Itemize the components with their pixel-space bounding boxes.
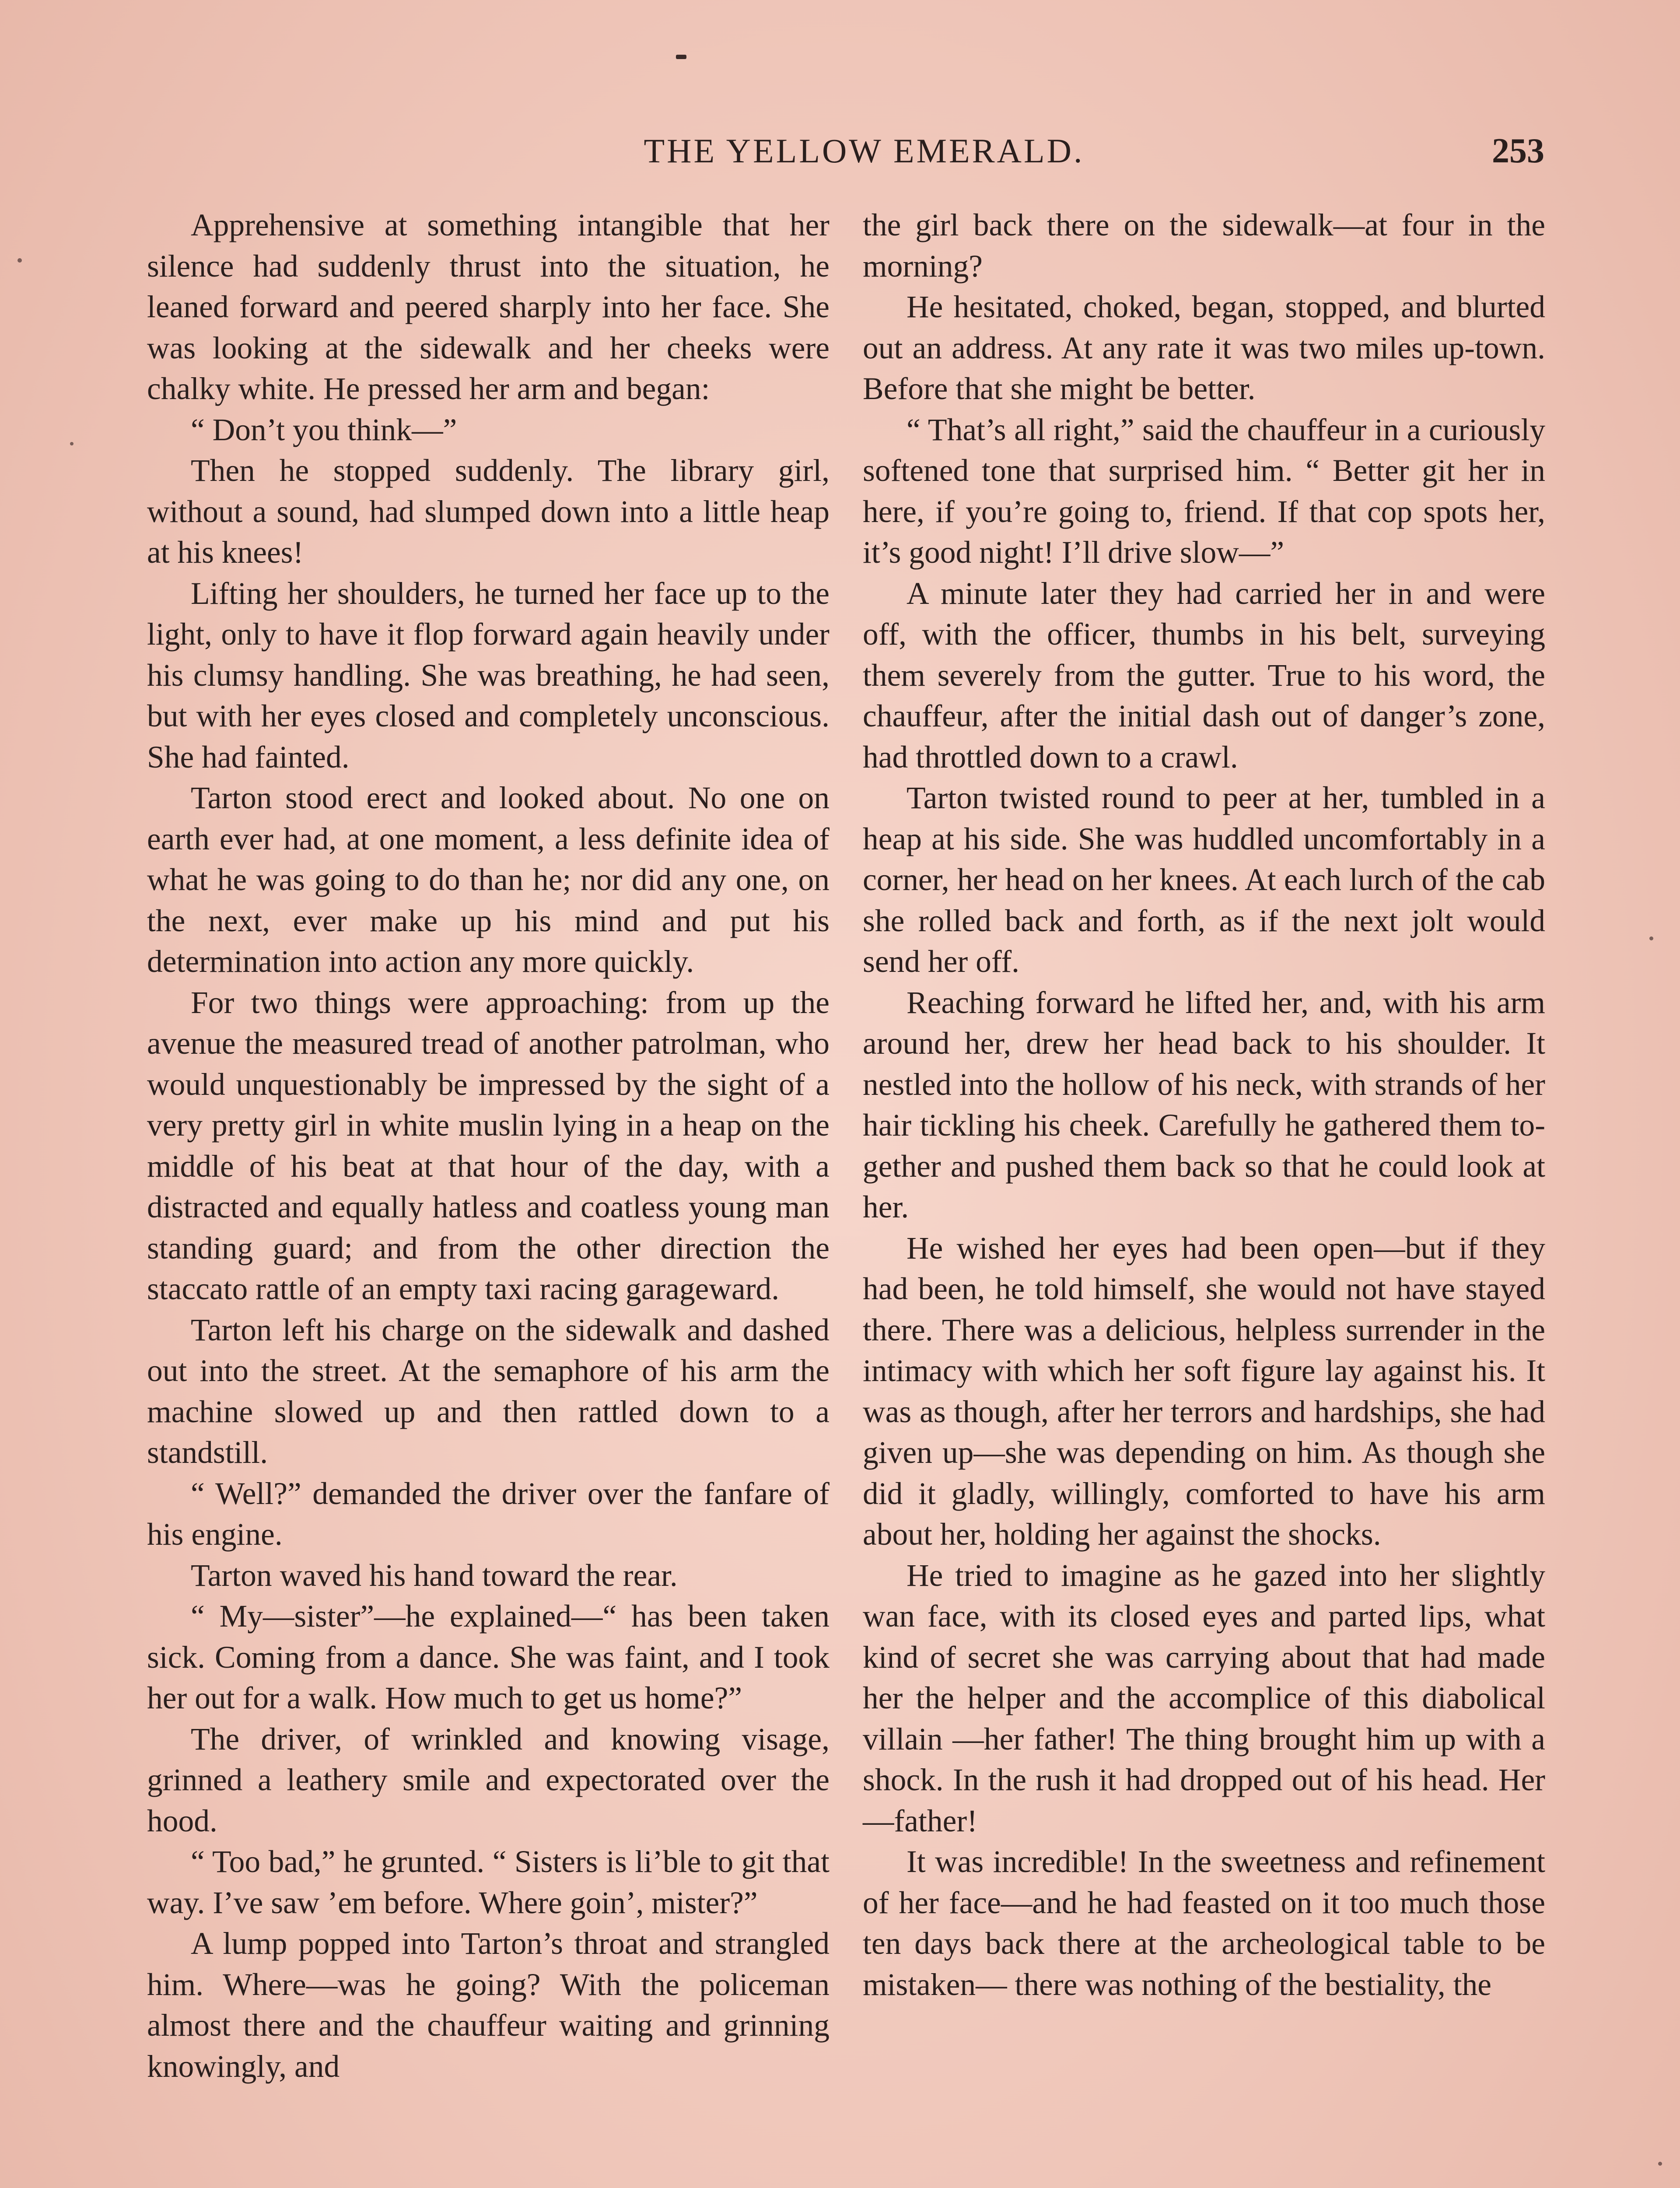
paragraph: He tried to imagine as he gazed into her slightly wan face, with its closed eyes and parted lips, what kind of secret she was carrying about that had made her the helper and the accomplice of this diabolical villain —her father! The thing brought him up with a shock. In the rush it had dropped out of his head. Her—father! — [863, 1558, 1545, 1838]
paragraph: “ Too bad,” he grunted. “ Sisters is li’ble to git that way. I’ve saw ’em before. Where goin’, mister?” — [147, 1844, 830, 1920]
paragraph: Reaching forward he lifted her, and, with his arm around her, drew her head back to his shoulder. It nestled into the hollow of his neck, with strands of her hair tickling his cheek. Carefully he gathered them together and pushed them back so that he could look at her. — [863, 985, 1545, 1224]
paragraph: Tarton stood erect and looked about. No one on earth ever had, at one moment, a less definite idea of what he was going to do than he; nor did any one, on the next, ever make up his mind and put his determination into action any more quickly. — [147, 781, 830, 979]
paragraph: “ That’s all right,” said the chauffeur in a curiously softened tone that surprised him. “ Better git her in here, if you’re going to, friend. If that cop spots her, it’s good night! I’ll drive slow—” — [863, 412, 1545, 570]
paragraph: “ My—sister”—he explained—“ has been taken sick. Coming from a dance. She was faint, and I took her out for a walk. How much to get us home?” — [147, 1599, 830, 1715]
paragraph: The driver, of wrinkled and knowing visage, grinned a leathery smile and expectorated over the hood. — [147, 1722, 830, 1838]
paragraph: A lump popped into Tarton’s throat and strangled him. Where—was he going? With the policeman almost there and the chauffeur waiting and grinning knowingly, and — [147, 1926, 830, 2084]
running-title: THE YELLOW EMERALD. — [644, 132, 1085, 170]
paragraph: Lifting her shoulders, he turned her face up to the light, only to have it flop forward again heavily under his clumsy handling. She was breathing, he had seen, but with her eyes closed and completely unconscious. She had fainted. — [147, 576, 830, 775]
paragraph: He hesitated, choked, began, stopped, and blurted out an address. At any rate it was two miles up-town. Before that she might be better. — [863, 290, 1545, 406]
page-header — [144, 127, 1544, 179]
page-number: 253 — [1492, 132, 1544, 170]
left-column — [147, 205, 830, 2087]
paragraph-continued: the girl back there on the sidewalk—at four in the morning? — [863, 208, 1545, 284]
paragraph: A minute later they had carried her in and were off, with the officer, thumbs in his belt, surveying them severely from the gutter. True to his word, the chauffeur, after the initial dash out of danger’s zone, had throttled down to a crawl. — [863, 576, 1545, 775]
right-column — [863, 205, 1545, 2005]
paper-speck — [1658, 2162, 1662, 2166]
paragraph: Tarton twisted round to peer at her, tumbled in a heap at his side. She was huddled uncomfortably in a corner, her head on her knees. At each lurch of the cab she rolled back and forth, as if the next jolt would send her off. — [863, 781, 1545, 979]
paragraph: Tarton left his charge on the sidewalk and dashed out into the street. At the semaphore of his arm the machine slowed up and then rattled down to a standstill. — [147, 1312, 830, 1470]
paragraph: Apprehensive at something intangible that her silence had suddenly thrust into the situation, he leaned forward and peered sharply into her face. She was looking at the sidewalk and her cheeks were chalky white. He pressed her arm and began: — [147, 208, 830, 406]
paragraph: He wished her eyes had been open—but if they had been, he told himself, she would not have stayed there. There was a delicious, helpless surrender in the intimacy with which her soft figure lay against his. It was as though, after her terrors and hardships, she had given up—she was depending on him. As though she did it gladly, willingly, comforted to have his arm about her, holding her against the shocks. — [863, 1231, 1545, 1552]
paper-speck — [18, 258, 22, 263]
paragraph: “ Don’t you think—” — [191, 412, 457, 447]
paragraph: Tarton waved his hand toward the rear. — [191, 1558, 678, 1593]
paragraph: Then he stopped suddenly. The library girl, without a sound, had slumped down into a little heap at his knees! — [147, 453, 830, 570]
paragraph: For two things were approaching: from up the avenue the measured tread of another patrolman, who would unquestionably be impressed by the sight of a very pretty girl in white muslin lying in a heap on the middle of his beat at that hour of the day, with a distracted and equally hatless and coatless young man standing guard; and from the other direction the staccato rattle of an empty taxi racing garageward. — [147, 985, 830, 1306]
paragraph: “ Well?” demanded the driver over the fanfare of his engine. — [147, 1476, 830, 1552]
print-mark — [676, 55, 686, 59]
paper-speck — [1649, 936, 1653, 940]
paragraph: It was incredible! In the sweetness and refinement of her face—and he had feasted on it too much those ten days back there at the archeological table to be mistaken— there was nothing of the bestiality, the — [863, 1844, 1545, 2002]
paper-speck — [70, 442, 74, 445]
